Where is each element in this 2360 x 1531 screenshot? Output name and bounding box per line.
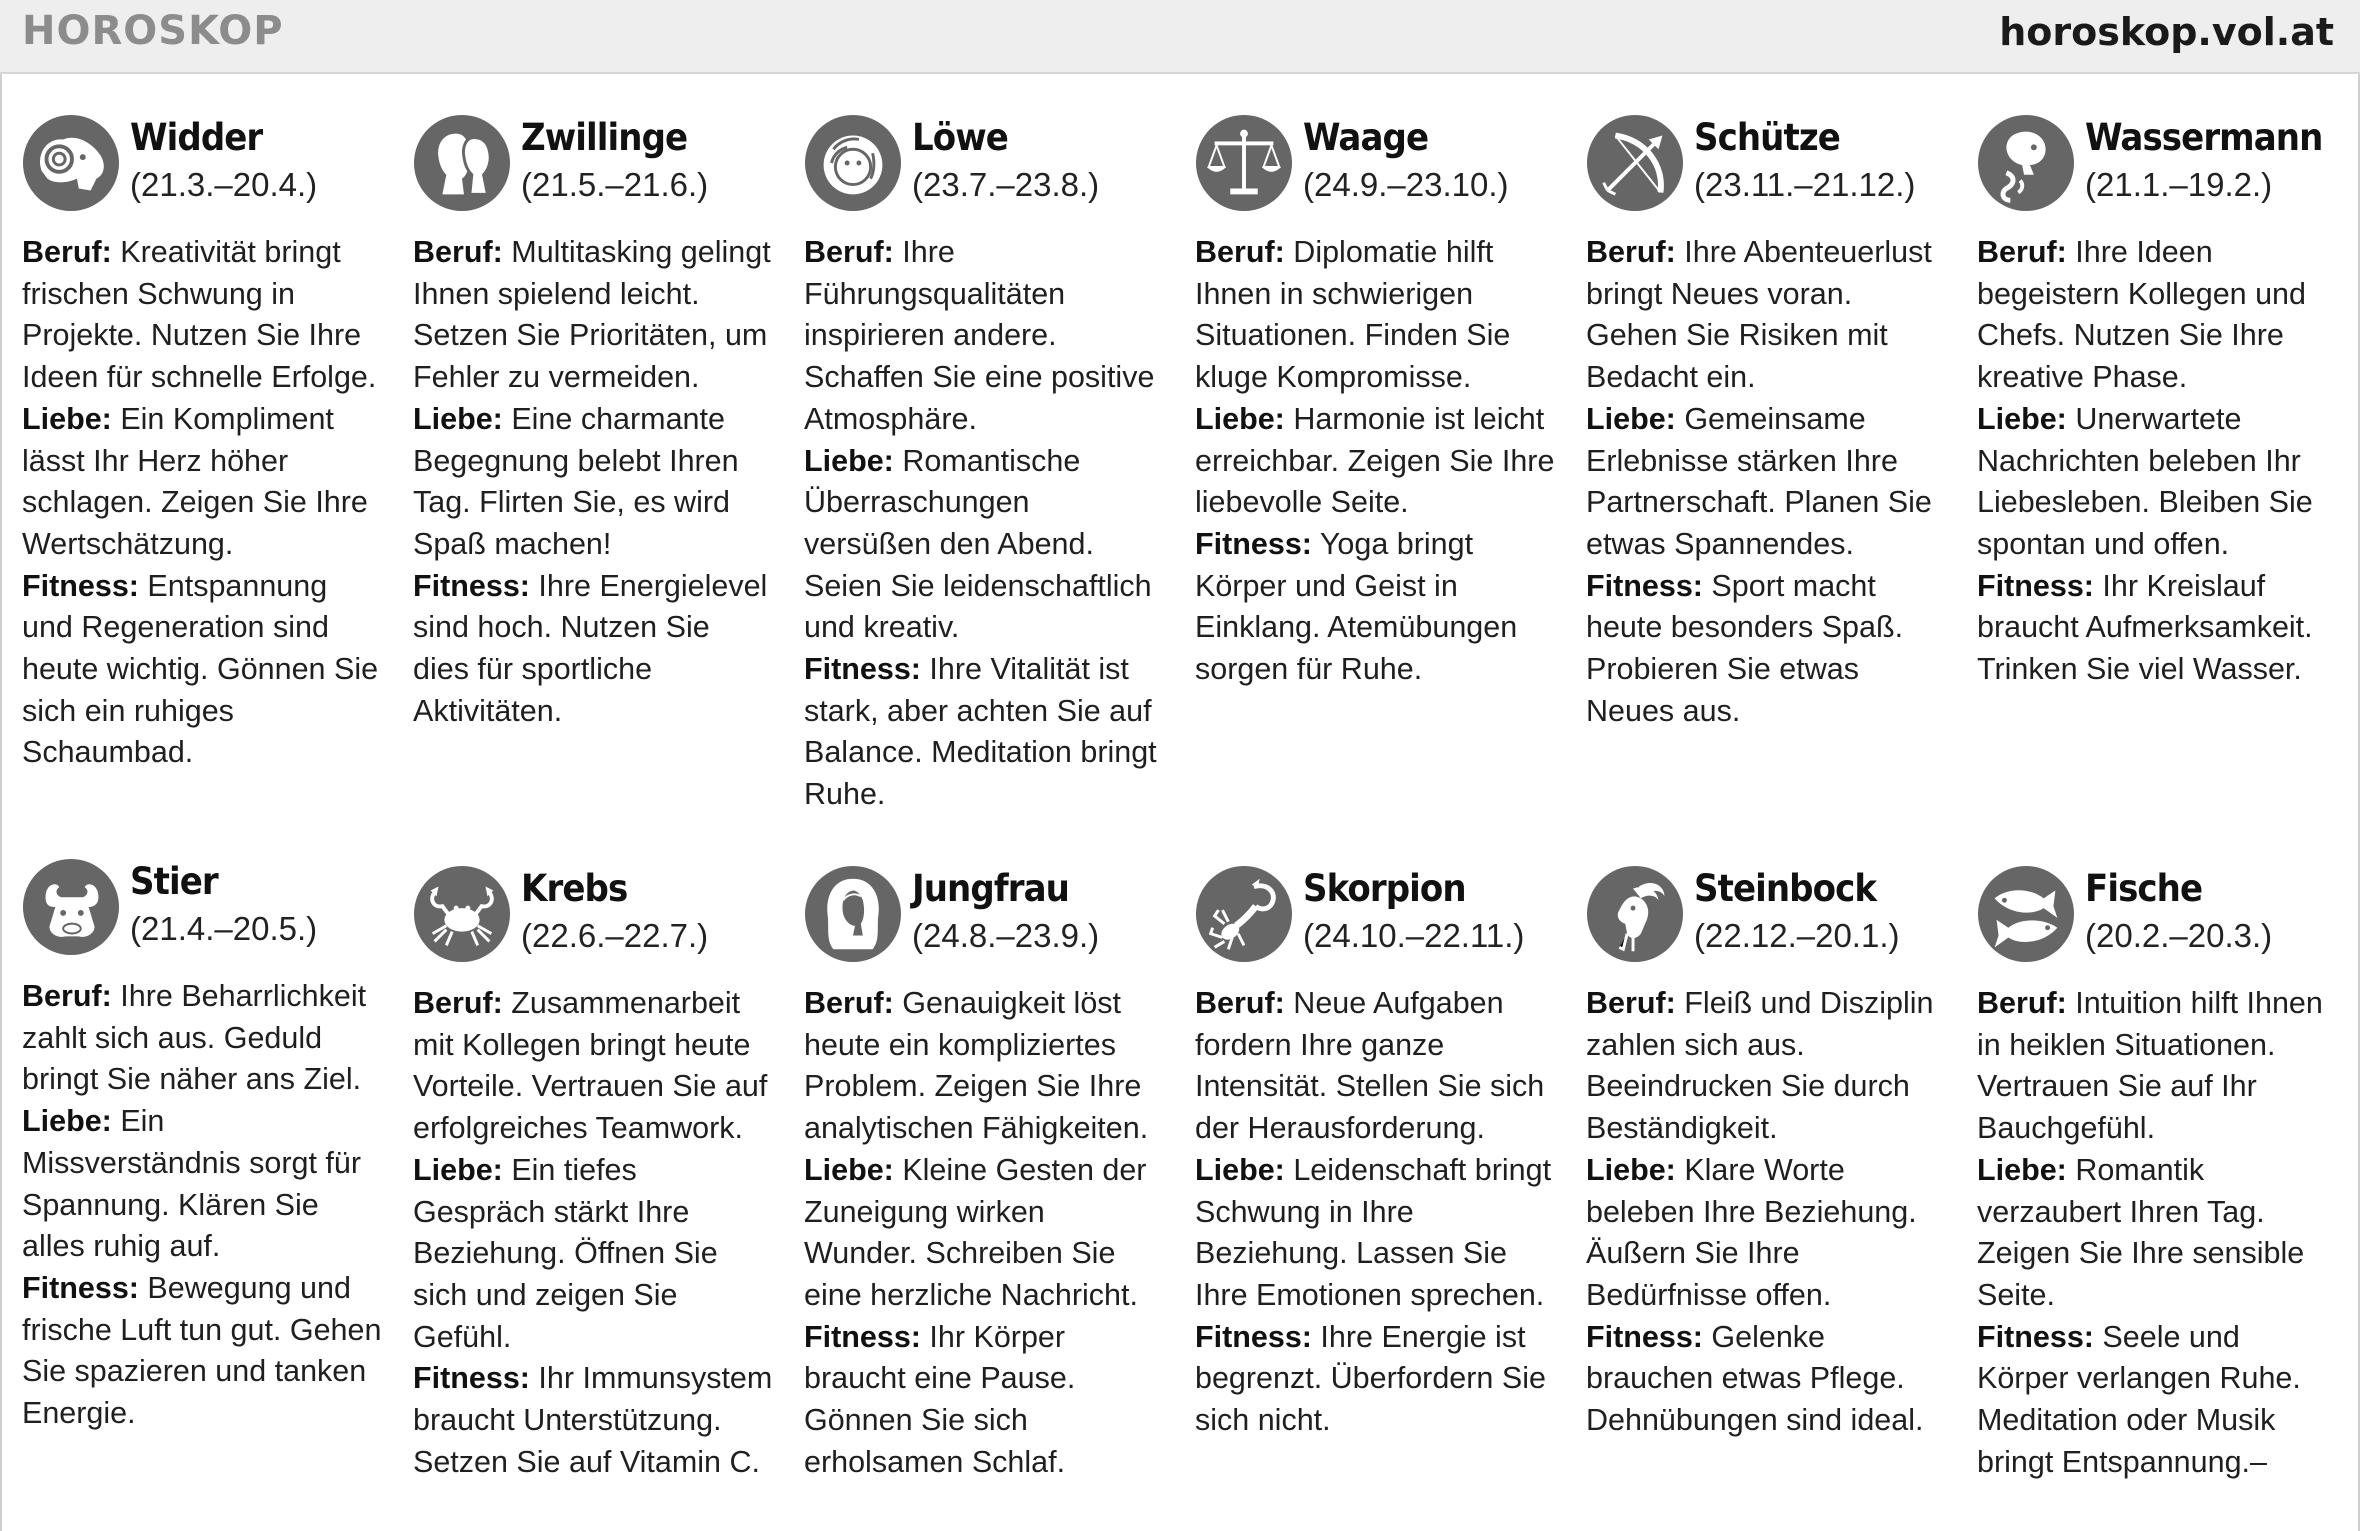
- beruf-paragraph: [1195, 232, 1555, 399]
- sign-dates: (24.10.–22.11.): [1303, 917, 1525, 954]
- liebe-text: Ein Kompliment lässt Ihr Herz höher schlagen. Zeigen Sie Ihre Wertschätzung.: [22, 401, 368, 561]
- liebe-text: Unerwartete Nachrichten beleben Ihr Liebesleben. Bleiben Sie spontan und offen.: [1977, 401, 2313, 561]
- liebe-text: Klare Worte beleben Ihre Beziehung. Äußern Sie Ihre Bedürfnisse offen.: [1586, 1152, 1917, 1312]
- liebe-label: Liebe:: [1586, 1152, 1676, 1187]
- page-title: HOROSKOP: [22, 8, 284, 54]
- beruf-text: Ihre Beharrlichkeit zahlt sich aus. Geduld bringt Sie näher ans Ziel.: [22, 979, 367, 1097]
- liebe-label: Liebe:: [22, 401, 112, 436]
- fitness-paragraph: [1977, 566, 2337, 691]
- fitness-text: Yoga bringt Körper und Geist in Einklang. Atemübungen sorgen für Ruhe.: [1195, 526, 1518, 687]
- fitness-text: Entspannung und Regeneration sind heute wichtig. Gönnen Sie sich ein ruhiges Schaumbad.: [22, 568, 379, 770]
- fitness-label: Fitness:: [22, 1270, 139, 1305]
- fitness-text: Bewegung und frische Luft tun gut. Gehen Sie spazieren und tanken Energie.: [22, 1270, 382, 1431]
- liebe-paragraph: [1586, 1150, 1946, 1317]
- sign-name: Fische: [2085, 867, 2203, 910]
- beruf-paragraph: [804, 983, 1164, 1150]
- beruf-label: Beruf:: [804, 986, 894, 1020]
- beruf-label: Beruf:: [413, 986, 503, 1020]
- fitness-paragraph: [1195, 1317, 1555, 1442]
- sign-dates: (21.5.–21.6.): [521, 166, 709, 203]
- beruf-paragraph: [1977, 983, 2337, 1150]
- fitness-label: Fitness:: [1977, 1319, 2094, 1354]
- lion-icon: [804, 114, 902, 212]
- twins-icon: [413, 114, 511, 212]
- liebe-label: Liebe:: [413, 401, 503, 436]
- fitness-paragraph: [22, 566, 382, 775]
- sign-text: [1195, 983, 1555, 1442]
- liebe-paragraph: [22, 1101, 382, 1268]
- fitness-label: Fitness:: [22, 568, 139, 603]
- frame-border-left: [0, 74, 2, 1531]
- beruf-text: Zusammenarbeit mit Kollegen bringt heute Vorteile. Vertrauen Sie auf erfolgreiches Teamwork.: [413, 986, 768, 1146]
- sign-name: Löwe: [912, 116, 1008, 159]
- site-url[interactable]: horoskop.vol.at: [1999, 10, 2334, 54]
- beruf-text: Ihre Ideen begeistern Kollegen und Chefs. Nutzen Sie Ihre kreative Phase.: [1977, 235, 2306, 395]
- liebe-text: Eine charmante Begegnung belebt Ihren Tag. Flirten Sie, es wird Spaß machen!: [413, 401, 739, 561]
- beruf-label: Beruf:: [413, 235, 503, 269]
- liebe-text: Harmonie ist leicht erreichbar. Zeigen Sie Ihre liebevolle Seite.: [1195, 401, 1555, 520]
- sign-name: Waage: [1303, 116, 1429, 159]
- sign-name: Wassermann: [2085, 116, 2323, 159]
- sign-text: [1586, 983, 1946, 1442]
- fitness-paragraph: [413, 566, 773, 733]
- beruf-label: Beruf:: [1195, 235, 1285, 269]
- beruf-text: Ihre Führungsqualitäten inspirieren andere. Schaffen Sie eine positive Atmosphäre.: [804, 235, 1155, 436]
- fitness-paragraph: [804, 649, 1164, 816]
- fish-icon: [1977, 865, 2075, 963]
- liebe-text: Kleine Gesten der Zuneigung wirken Wunder. Schreiben Sie eine herzliche Nachricht.: [804, 1152, 1147, 1312]
- liebe-text: Leidenschaft bringt Schwung in Ihre Beziehung. Lassen Sie Ihre Emotionen sprechen.: [1195, 1152, 1552, 1312]
- sign-dates: (21.1.–19.2.): [2085, 166, 2273, 203]
- beruf-label: Beruf:: [1977, 986, 2067, 1020]
- fitness-label: Fitness:: [804, 1319, 921, 1354]
- beruf-text: Multitasking gelingt Ihnen spielend leicht. Setzen Sie Prioritäten, um Fehler zu vermeiden.: [413, 235, 771, 395]
- sign-name: Stier: [130, 860, 218, 903]
- sign-name: Schütze: [1694, 116, 1840, 159]
- sign-text: [22, 232, 382, 774]
- liebe-text: Ein Missverständnis sorgt für Spannung. Klären Sie alles ruhig auf.: [22, 1104, 361, 1264]
- fitness-paragraph: [1586, 1317, 1946, 1442]
- fitness-text: Ihre Vitalität ist stark, aber achten Sie auf Balance. Meditation bringt Ruhe.: [804, 652, 1157, 812]
- sign-name: Krebs: [521, 867, 628, 910]
- beruf-paragraph: [22, 232, 382, 399]
- sign-dates: (22.6.–22.7.): [521, 917, 709, 954]
- liebe-text: Ein tiefes Gespräch stärkt Ihre Beziehung. Öffnen Sie sich und zeigen Sie Gefühl.: [413, 1152, 718, 1354]
- crab-icon: [413, 865, 511, 963]
- fitness-text: Ihr Immunsystem braucht Unterstützung. Setzen Sie auf Vitamin C.: [413, 1361, 773, 1479]
- sign-dates: (20.2.–20.3.): [2085, 917, 2273, 954]
- liebe-label: Liebe:: [1977, 401, 2067, 436]
- page-header: [0, 0, 2360, 74]
- liebe-paragraph: [1977, 399, 2337, 566]
- sign-dates: (23.11.–21.12.): [1694, 166, 1916, 203]
- beruf-paragraph: [1586, 983, 1946, 1150]
- sign-text: [804, 232, 1164, 816]
- beruf-paragraph: [413, 232, 773, 399]
- fitness-label: Fitness:: [1195, 1319, 1312, 1354]
- liebe-paragraph: [1977, 1150, 2337, 1317]
- sign-text: [1586, 232, 1946, 732]
- fitness-paragraph: [1586, 566, 1946, 733]
- fitness-text: Gelenke brauchen etwas Pflege. Dehnübungen sind ideal.: [1586, 1319, 1924, 1438]
- beruf-text: Intuition hilft Ihnen in heiklen Situationen. Vertrauen Sie auf Ihr Bauchgefühl.: [1977, 986, 2323, 1146]
- beruf-paragraph: [1977, 232, 2337, 399]
- sign-text: [1195, 232, 1555, 691]
- beruf-paragraph: [1195, 983, 1555, 1150]
- liebe-text: Romantische Überraschungen versüßen den Abend. Seien Sie leidenschaftlich und kreativ.: [804, 443, 1152, 645]
- liebe-label: Liebe:: [1195, 1152, 1285, 1187]
- beruf-paragraph: [1586, 232, 1946, 399]
- liebe-text: Gemeinsame Erlebnisse stärken Ihre Partnerschaft. Planen Sie etwas Spannendes.: [1586, 401, 1932, 561]
- liebe-label: Liebe:: [804, 1152, 894, 1187]
- capricorn-icon: [1586, 865, 1684, 963]
- liebe-label: Liebe:: [804, 443, 894, 478]
- fitness-paragraph: [1977, 1317, 2337, 1484]
- liebe-label: Liebe:: [22, 1104, 112, 1139]
- beruf-label: Beruf:: [22, 979, 112, 1013]
- sign-text: [1977, 983, 2337, 1483]
- liebe-paragraph: [804, 1150, 1164, 1317]
- sign-text: [1977, 232, 2337, 691]
- fitness-paragraph: [1195, 524, 1555, 691]
- liebe-text: Romantik verzaubert Ihren Tag. Zeigen Sie Ihre sensible Seite.: [1977, 1152, 2305, 1312]
- beruf-text: Neue Aufgaben fordern Ihre ganze Intensität. Stellen Sie sich der Herausforderung.: [1195, 986, 1545, 1146]
- fitness-label: Fitness:: [413, 568, 530, 603]
- beruf-paragraph: [22, 976, 382, 1101]
- beruf-text: Fleiß und Disziplin zahlen sich aus. Beeindrucken Sie durch Beständigkeit.: [1586, 986, 1934, 1146]
- sign-text: [804, 983, 1164, 1483]
- liebe-paragraph: [22, 399, 382, 566]
- sign-name: Jungfrau: [912, 867, 1069, 910]
- liebe-label: Liebe:: [1977, 1152, 2067, 1187]
- fitness-paragraph: [413, 1358, 773, 1483]
- fitness-text: Ihre Energielevel sind hoch. Nutzen Sie dies für sportliche Aktivitäten.: [413, 568, 768, 728]
- liebe-paragraph: [1195, 1150, 1555, 1317]
- sign-dates: (22.12.–20.1.): [1694, 917, 1900, 954]
- archer-icon: [1586, 114, 1684, 212]
- fitness-label: Fitness:: [1195, 526, 1312, 561]
- beruf-label: Beruf:: [22, 235, 112, 269]
- liebe-label: Liebe:: [1586, 401, 1676, 436]
- virgin-icon: [804, 865, 902, 963]
- bull-icon: [22, 858, 120, 956]
- beruf-paragraph: [804, 232, 1164, 441]
- beruf-paragraph: [413, 983, 773, 1150]
- fitness-label: Fitness:: [804, 652, 921, 687]
- beruf-label: Beruf:: [1586, 235, 1676, 269]
- fitness-paragraph: [22, 1268, 382, 1435]
- liebe-paragraph: [413, 1150, 773, 1359]
- liebe-label: Liebe:: [413, 1152, 503, 1187]
- beruf-text: Diplomatie hilft Ihnen in schwierigen Situationen. Finden Sie kluge Kompromisse.: [1195, 235, 1511, 395]
- sign-dates: (24.9.–23.10.): [1303, 166, 1509, 203]
- liebe-paragraph: [804, 441, 1164, 650]
- fitness-label: Fitness:: [413, 1361, 530, 1396]
- beruf-label: Beruf:: [1586, 986, 1676, 1020]
- liebe-paragraph: [1195, 399, 1555, 524]
- fitness-text: Sport macht heute besonders Spaß. Probieren Sie etwas Neues aus.: [1586, 568, 1904, 728]
- beruf-text: Kreativität bringt frischen Schwung in Projekte. Nutzen Sie Ihre Ideen für schnelle Erfolge.: [22, 235, 377, 395]
- fitness-paragraph: [804, 1317, 1164, 1484]
- sign-name: Zwillinge: [521, 116, 688, 159]
- fitness-label: Fitness:: [1586, 1319, 1703, 1354]
- liebe-paragraph: [413, 399, 773, 566]
- beruf-text: Genauigkeit löst heute ein kompliziertes Problem. Zeigen Sie Ihre analytischen Fähigkeiten.: [804, 986, 1149, 1146]
- water-bearer-icon: [1977, 114, 2075, 212]
- sign-name: Steinbock: [1694, 867, 1877, 910]
- beruf-label: Beruf:: [1977, 235, 2067, 269]
- scorpion-icon: [1195, 865, 1293, 963]
- sign-name: Skorpion: [1303, 867, 1466, 910]
- fitness-text: Ihre Energie ist begrenzt. Überfordern Sie sich nicht.: [1195, 1319, 1546, 1438]
- beruf-label: Beruf:: [804, 235, 894, 269]
- beruf-label: Beruf:: [1195, 986, 1285, 1020]
- fitness-label: Fitness:: [1977, 568, 2094, 603]
- ram-icon: [22, 114, 120, 212]
- sign-name: Widder: [130, 116, 263, 159]
- fitness-text: Ihr Körper braucht eine Pause. Gönnen Sie sich erholsamen Schlaf.: [804, 1319, 1076, 1479]
- sign-dates: (24.8.–23.9.): [912, 917, 1100, 954]
- sign-dates: (21.3.–20.4.): [130, 166, 318, 203]
- liebe-label: Liebe:: [1195, 401, 1285, 436]
- scales-icon: [1195, 114, 1293, 212]
- fitness-text: Seele und Körper verlangen Ruhe. Meditation oder Musik bringt Entspannung.–: [1977, 1319, 2301, 1479]
- sign-text: [413, 983, 773, 1483]
- sign-dates: (23.7.–23.8.): [912, 166, 1100, 203]
- sign-dates: (21.4.–20.5.): [130, 910, 318, 947]
- fitness-text: Ihr Kreislauf braucht Aufmerksamkeit. Trinken Sie viel Wasser.: [1977, 568, 2313, 687]
- fitness-label: Fitness:: [1586, 568, 1703, 603]
- liebe-paragraph: [1586, 399, 1946, 566]
- beruf-text: Ihre Abenteuerlust bringt Neues voran. Gehen Sie Risiken mit Bedacht ein.: [1586, 235, 1932, 395]
- sign-text: [413, 232, 773, 732]
- sign-text: [22, 976, 382, 1435]
